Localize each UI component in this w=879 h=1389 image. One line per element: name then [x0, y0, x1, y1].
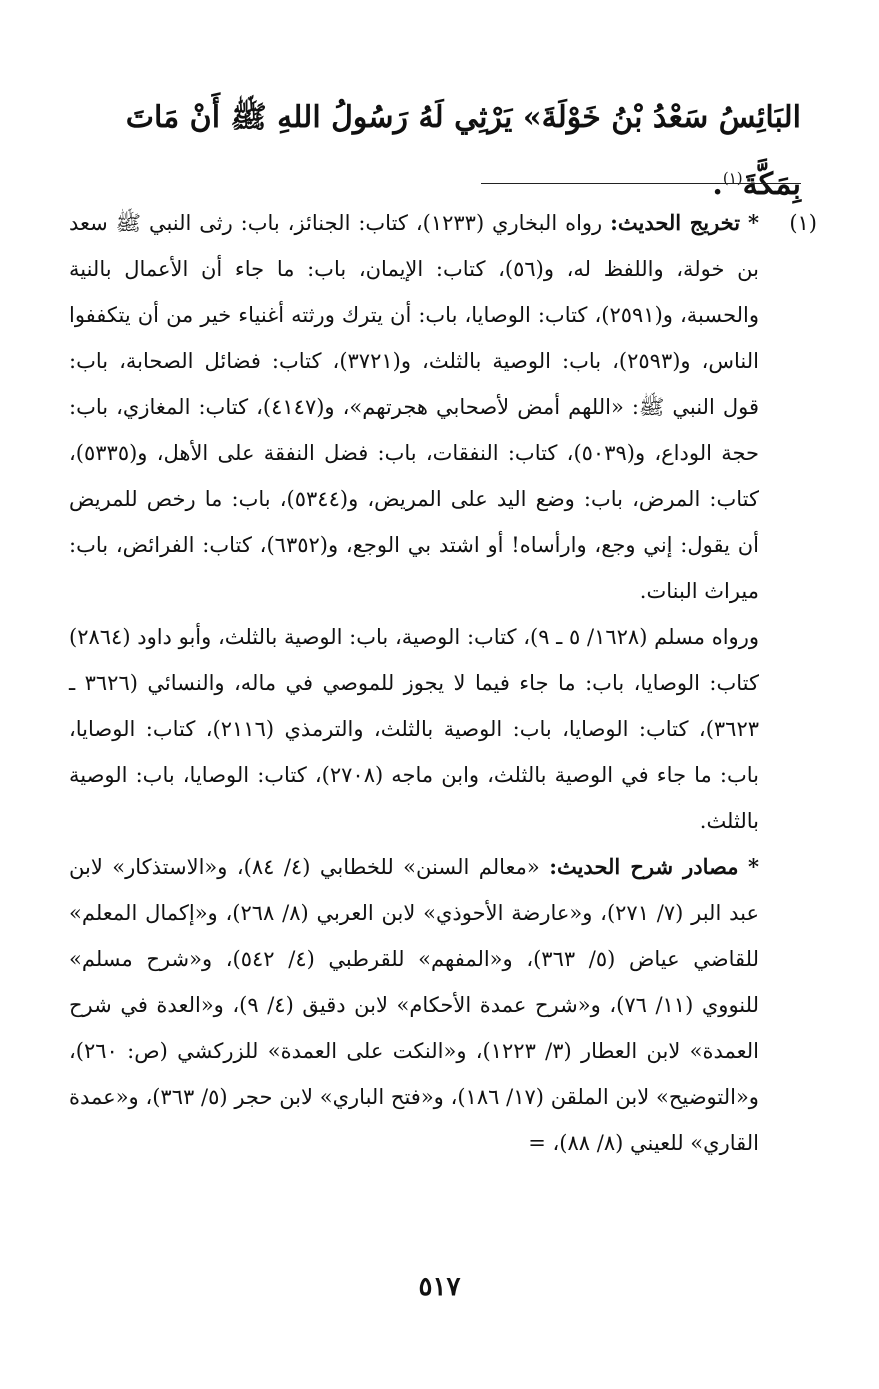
main-text-end: .: [712, 167, 723, 202]
footnote-number: (١): [789, 211, 817, 235]
star-marker: *: [747, 854, 759, 879]
main-text: [71, 88, 801, 215]
footnote-separator: [481, 183, 801, 184]
main-text-line: البَائِسُ سَعْدُ بْنُ خَوْلَةَ» يَرْثِي لَهُ رَسُولُ اللهِ ﷺ أَنْ مَاتَ بِمَكَّةَ: [125, 100, 801, 202]
takhrij-label: تخريج الحديث:: [610, 210, 741, 235]
takhrij-text: رواه البخاري (١٢٣٣)، كتاب: الجنائز، باب: رثى النبي ﷺ سعد بن خولة، واللفظ له، و(٥٦)، كتاب: الإيمان، باب: ما جاء أن الأعمال بالنية والحسبة، و(٢٥٩١)، كتاب: الوصايا، باب: أن يترك ورثته أغنياء خير من أن يتكففوا الناس، و(٢٥٩٣)، باب: الوصية بالثلث، و(٣٧٢١)، كتاب: فضائل الصحابة، باب: قول النبي ﷺ: «اللهم أمض لأصحابي هجرتهم»، و(٤١٤٧)، كتاب: المغازي، باب: حجة الوداع، و(٥٠٣٩)، كتاب: النفقات، باب: فضل النفقة على الأهل، و(٥٣٣٥)، كتاب: المرض، باب: وضع اليد على المريض، و(٥٣٤٤)، باب: ما رخص للمريض أن يقول: إني وجع، وارأساه! أو اشتد بي الوجع، و(٦٣٥٢)، كتاب: الفرائض، باب: ميراث البنات.: [69, 211, 760, 603]
star-marker: *: [748, 210, 759, 235]
masadir-text: «معالم السنن» للخطابي (٤/ ٨٤)، و«الاستذكار» لابن عبد البر (٧/ ٢٧١)، و«عارضة الأحوذي» لابن العربي (٨/ ٢٦٨)، و«إكمال المعلم» للقاضي عياض (٥/ ٣٦٣)، و«المفهم» للقرطبي (٤/ ٥٤٢)، و«شرح مسلم» للنووي (١١/ ٧٦)، و«شرح عمدة الأحكام» لابن دقيق (٤/ ٩)، و«العدة في شرح العمدة» لابن العطار (٣/ ١٢٢٣)، و«النكت على العمدة» للزركشي (ص: ٢٦٠)، و«التوضيح» لابن الملقن (١٧/ ١٨٦)، و«فتح الباري» لابن حجر (٥/ ٣٦٣)، و«عمدة القاري» للعيني (٨/ ٨٨)، =: [69, 855, 759, 1155]
page-number: ٥١٧: [418, 1272, 461, 1302]
masadir-label: مصادر شرح الحديث:: [549, 854, 739, 879]
masadir-paragraph: [69, 844, 759, 1166]
footnote-ref-marker: (١): [722, 169, 743, 187]
muslim-paragraph: ورواه مسلم (١٦٢٨/ ٥ ـ ٩)، كتاب: الوصية، باب: الوصية بالثلث، وأبو داود (٢٨٦٤) كتاب: الوصايا، باب: ما جاء فيما لا يجوز للموصي في ماله، والنسائي (٣٦٢٦ ـ ٣٦٢٣)، كتاب: الوصايا، باب: الوصية بالثلث، والترمذي (٢١١٦)، كتاب: الوصايا، باب: ما جاء في الوصية بالثلث، وابن ماجه (٢٧٠٨)، كتاب: الوصايا، باب: الوصية بالثلث.: [69, 625, 760, 833]
footnote-body: [69, 200, 759, 1166]
takhrij-paragraph: [69, 200, 759, 614]
